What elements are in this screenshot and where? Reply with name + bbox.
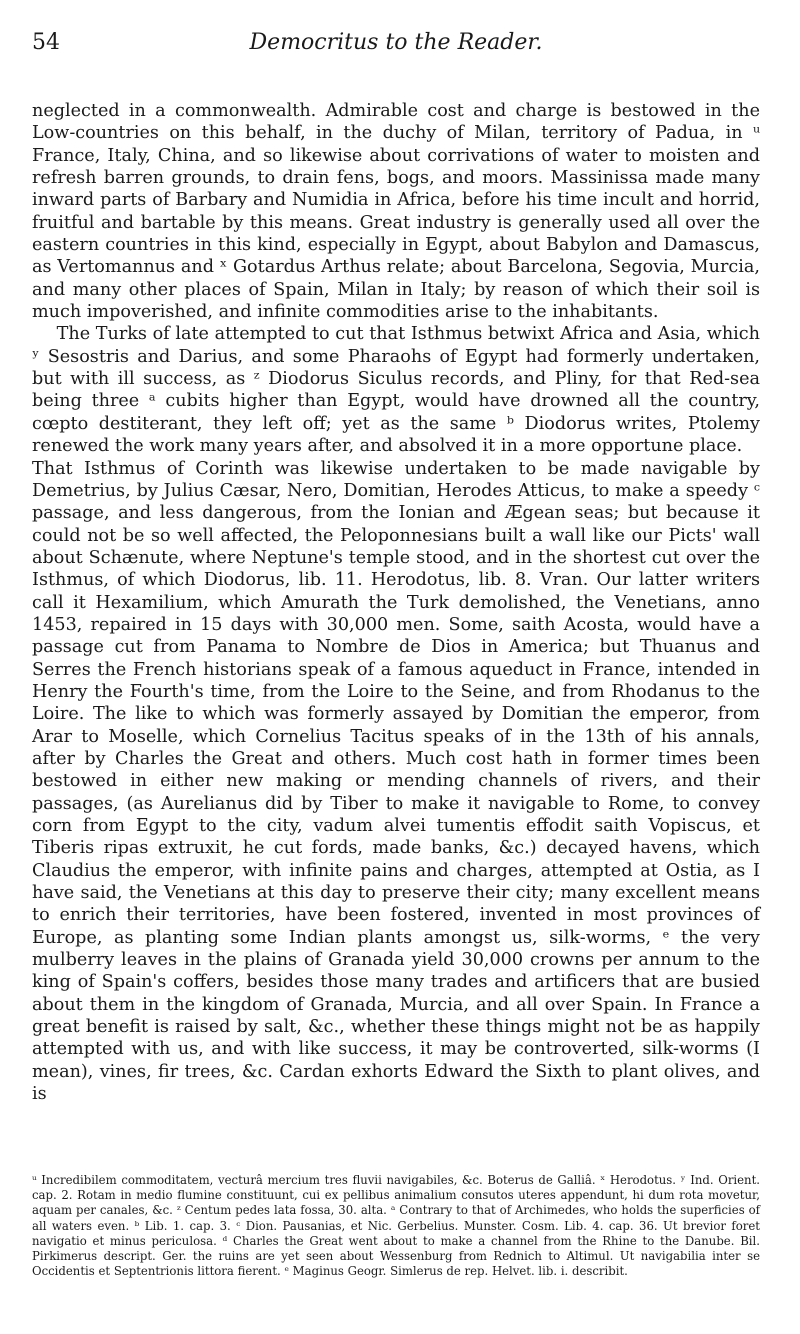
paragraph-1: neglected in a commonwealth. Admirable cost and charge is bestowed in the Low-countries on this behalf, in the duchy of Milan, territory of Padua, in ᵘ France, Italy, China, and so likewise about corrivations of water to moisten and refresh barren grounds, to drain fens, bogs, and moors. Massinissa made many inward parts of Barbary and Numidia in Africa, before his time incult and horrid, fruitful and bartable by this means. Great industry is generally used all over the eastern countries in this kind, especially in Egypt, about Babylon and Damascus, as Vertomannus and ˣ Gotardus Arthus relate; about Barcelona, Segovia, Murcia, and many other places of Spain, Milan in Italy; by reason of which their soil is much impoverished, and infinite commodities arise to the inhabitants.	[32, 101, 760, 323]
paragraph-2: The Turks of late attempted to cut that Isthmus betwixt Africa and Asia, which ʸ Sesostris and Darius, and some Pharaohs of Egypt had formerly undertaken, but with ill success, as ᶻ Diodorus Siculus records, and Pliny, for that Red-sea being three ᵃ cubits higher than Egypt, would have drowned all the country, cœpto destiterant, they left off; yet as the same ᵇ Diodorus writes, Ptolemy renewed the work many years after, and absolved it in a more opportune place.	[32, 324, 760, 457]
page-number: 54	[32, 30, 60, 55]
running-title: Democritus to the Reader.	[249, 30, 543, 55]
paragraph-3: That Isthmus of Corinth was likewise undertaken to be made navigable by Demetrius, by Julius Cæsar, Nero, Domitian, Herodes Atticus, to make a speedy ᶜ passage, and less dangerous, from the Ionian and Ægean seas; but because it could not be so well affected, the Peloponnesians built a wall like our Picts' wall about Schænute, where Neptune's temple stood, and in the shortest cut over the Isthmus, of which Diodorus, lib. 11. Herodotus, lib. 8. Vran. Our latter writers call it Hexamilium, which Amurath the Turk demolished, the Venetians, anno 1453, repaired in 15 days with 30,000 men. Some, saith Acosta, would have a passage cut from Panama to Nombre de Dios in America; but Thuanus and Serres the French historians speak of a famous aqueduct in France, intended in Henry the Fourth's time, from the Loire to the Seine, and from Rhodanus to the Loire. The like to which was formerly assayed by Domitian the emperor, from Arar to Moselle, which Cornelius Tacitus speaks of in the 13th of his annals, after by Charles the Great and others. Much cost hath in former times been bestowed in either new making or mending channels of rivers, and their passages, (as Aurelianus did by Tiber to make it navigable to Rome, to convey corn from Egypt to the city, vadum alvei tumentis effodit saith Vopiscus, et Tiberis ripas extruxit, he cut fords, made banks, &c.) decayed havens, which Claudius the emperor, with infinite pains and charges, attempted at Ostia, as I have said, the Venetians at this day to preserve their city; many excellent means to enrich their territories, have been fostered, invented in most provinces of Europe, as planting some Indian plants amongst us, silk-worms, ᵉ the very mulberry leaves in the plains of Granada yield 30,000 crowns per annum to the king of Spain's coffers, besides those many trades and artificers that are busied about them in the kingdom of Granada, Murcia, and all over Spain. In France a great benefit is raised by salt, &c., whether these things might not be as happily attempted with us, and with like success, it may be controverted, silk-worms (I mean), vines, fir trees, &c. Cardan exhorts Edward the Sixth to plant olives, and is	[32, 458, 760, 1105]
footnotes	[32, 1173, 760, 1279]
footnote-text: ᵘ Incredibilem commoditatem, vecturâ mercium tres fluvii navigabiles, &c. Boterus de Galliâ. ˣ Herodotus. ʸ Ind. Orient. cap. 2. Rotam in medio flumine constituunt, cui ex pellibus animalium consutos uteres appendunt, hi dum rota movetur, aquam per canales, &c. ᶻ Centum pedes lata fossa, 30. alta. ᵃ Contrary to that of Archimedes, who holds the superficies of all waters even. ᵇ Lib. 1. cap. 3. ᶜ Dion. Pausanias, et Nic. Gerbelius. Munster. Cosm. Lib. 4. cap. 36. Ut brevior foret navigatio et minus periculosa. ᵈ Charles the Great went about to make a channel from the Rhine to the Danube. Bil. Pirkimerus descript. Ger. the ruins are yet seen about Wessenburg from Rednich to Altimul. Ut navigabilia inter se Occidentis et Septentrionis littora fierent. ᵉ Maginus Geogr. Simlerus de rep. Helvet. lib. i. describit.	[32, 1173, 760, 1279]
main-text	[32, 100, 760, 1105]
page-header	[32, 30, 760, 60]
